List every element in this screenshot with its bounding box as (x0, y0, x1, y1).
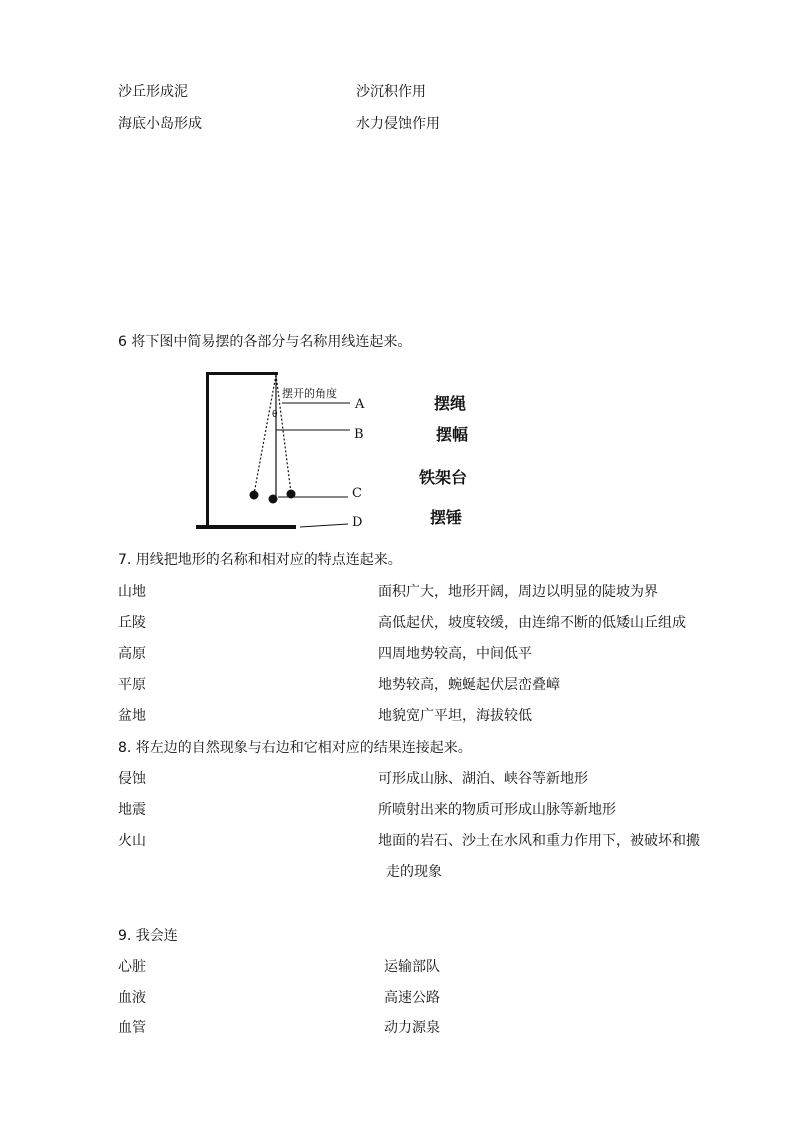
stand-top-bar (206, 372, 278, 375)
q9-prompt: 9. 我会连 (118, 928, 178, 944)
name-pendulum-bob: 摆锤 (430, 508, 463, 527)
q6-prompt: 6 将下图中简易摆的各部分与名称用线连起来。 (118, 334, 412, 350)
q8-left-item: 侵蚀 (118, 771, 146, 787)
left-bob (250, 491, 259, 500)
q8-right-item-continuation: 走的现象 (386, 864, 442, 880)
q9-right-item: 高速公路 (384, 990, 440, 1006)
q5-right-item-1: 沙沉积作用 (356, 84, 426, 100)
name-iron-stand: 铁架台 (419, 468, 468, 487)
q7-right-item: 地貌宽广平坦，海拔较低 (378, 708, 532, 724)
name-pendulum-string: 摆绳 (434, 394, 467, 413)
angle-symbol: θ (272, 410, 278, 420)
stand-pole (206, 372, 209, 528)
q9-right-item: 动力源泉 (384, 1020, 440, 1036)
q5-left-item-1: 沙丘形成泥 (118, 84, 188, 100)
center-bob (269, 495, 278, 504)
left-swing-string (254, 375, 276, 494)
label-d: D (352, 515, 363, 530)
pendulum-figure (188, 366, 378, 540)
q7-left-item: 盆地 (118, 708, 146, 724)
q5-left-item-2: 海底小岛形成 (118, 116, 202, 132)
leader-line-d (300, 524, 348, 527)
q7-left-item: 丘陵 (118, 615, 146, 631)
q9-right-item: 运输部队 (384, 959, 440, 975)
label-a: A (355, 397, 365, 412)
q8-prompt: 8. 将左边的自然现象与右边和它相对应的结果连接起来。 (118, 740, 472, 756)
q9-left-item: 心脏 (118, 959, 146, 975)
q7-left-item: 平原 (118, 677, 146, 693)
q7-left-item: 山地 (118, 584, 146, 600)
q7-right-item: 地势较高，蜿蜒起伏层峦叠嶂 (378, 677, 560, 693)
q9-left-item: 血管 (118, 1020, 146, 1036)
angle-label: 摆开的角度 (282, 387, 337, 400)
q8-right-item: 所喷射出来的物质可形成山脉等新地形 (378, 802, 616, 818)
name-amplitude: 摆幅 (436, 425, 469, 444)
pendulum-diagram (188, 366, 378, 536)
stand-base (196, 525, 296, 529)
label-c: C (352, 486, 362, 501)
q7-prompt: 7. 用线把地形的名称和相对应的特点连起来。 (118, 552, 402, 568)
q8-right-item: 地面的岩石、沙土在水风和重力作用下，被破坏和搬 (378, 833, 700, 849)
q9-left-item: 血液 (118, 990, 146, 1006)
q5-right-item-2: 水力侵蚀作用 (356, 116, 440, 132)
q7-right-item: 高低起伏，坡度较缓，由连绵不断的低矮山丘组成 (378, 615, 686, 631)
q7-right-item: 四周地势较高，中间低平 (378, 646, 532, 662)
q8-left-item: 火山 (118, 833, 146, 849)
q8-right-item: 可形成山脉、湖泊、峡谷等新地形 (378, 771, 588, 787)
q8-left-item: 地震 (118, 802, 146, 818)
label-b: B (354, 427, 364, 442)
q7-right-item: 面积广大，地形开阔，周边以明显的陡坡为界 (378, 584, 658, 600)
q7-left-item: 高原 (118, 646, 146, 662)
